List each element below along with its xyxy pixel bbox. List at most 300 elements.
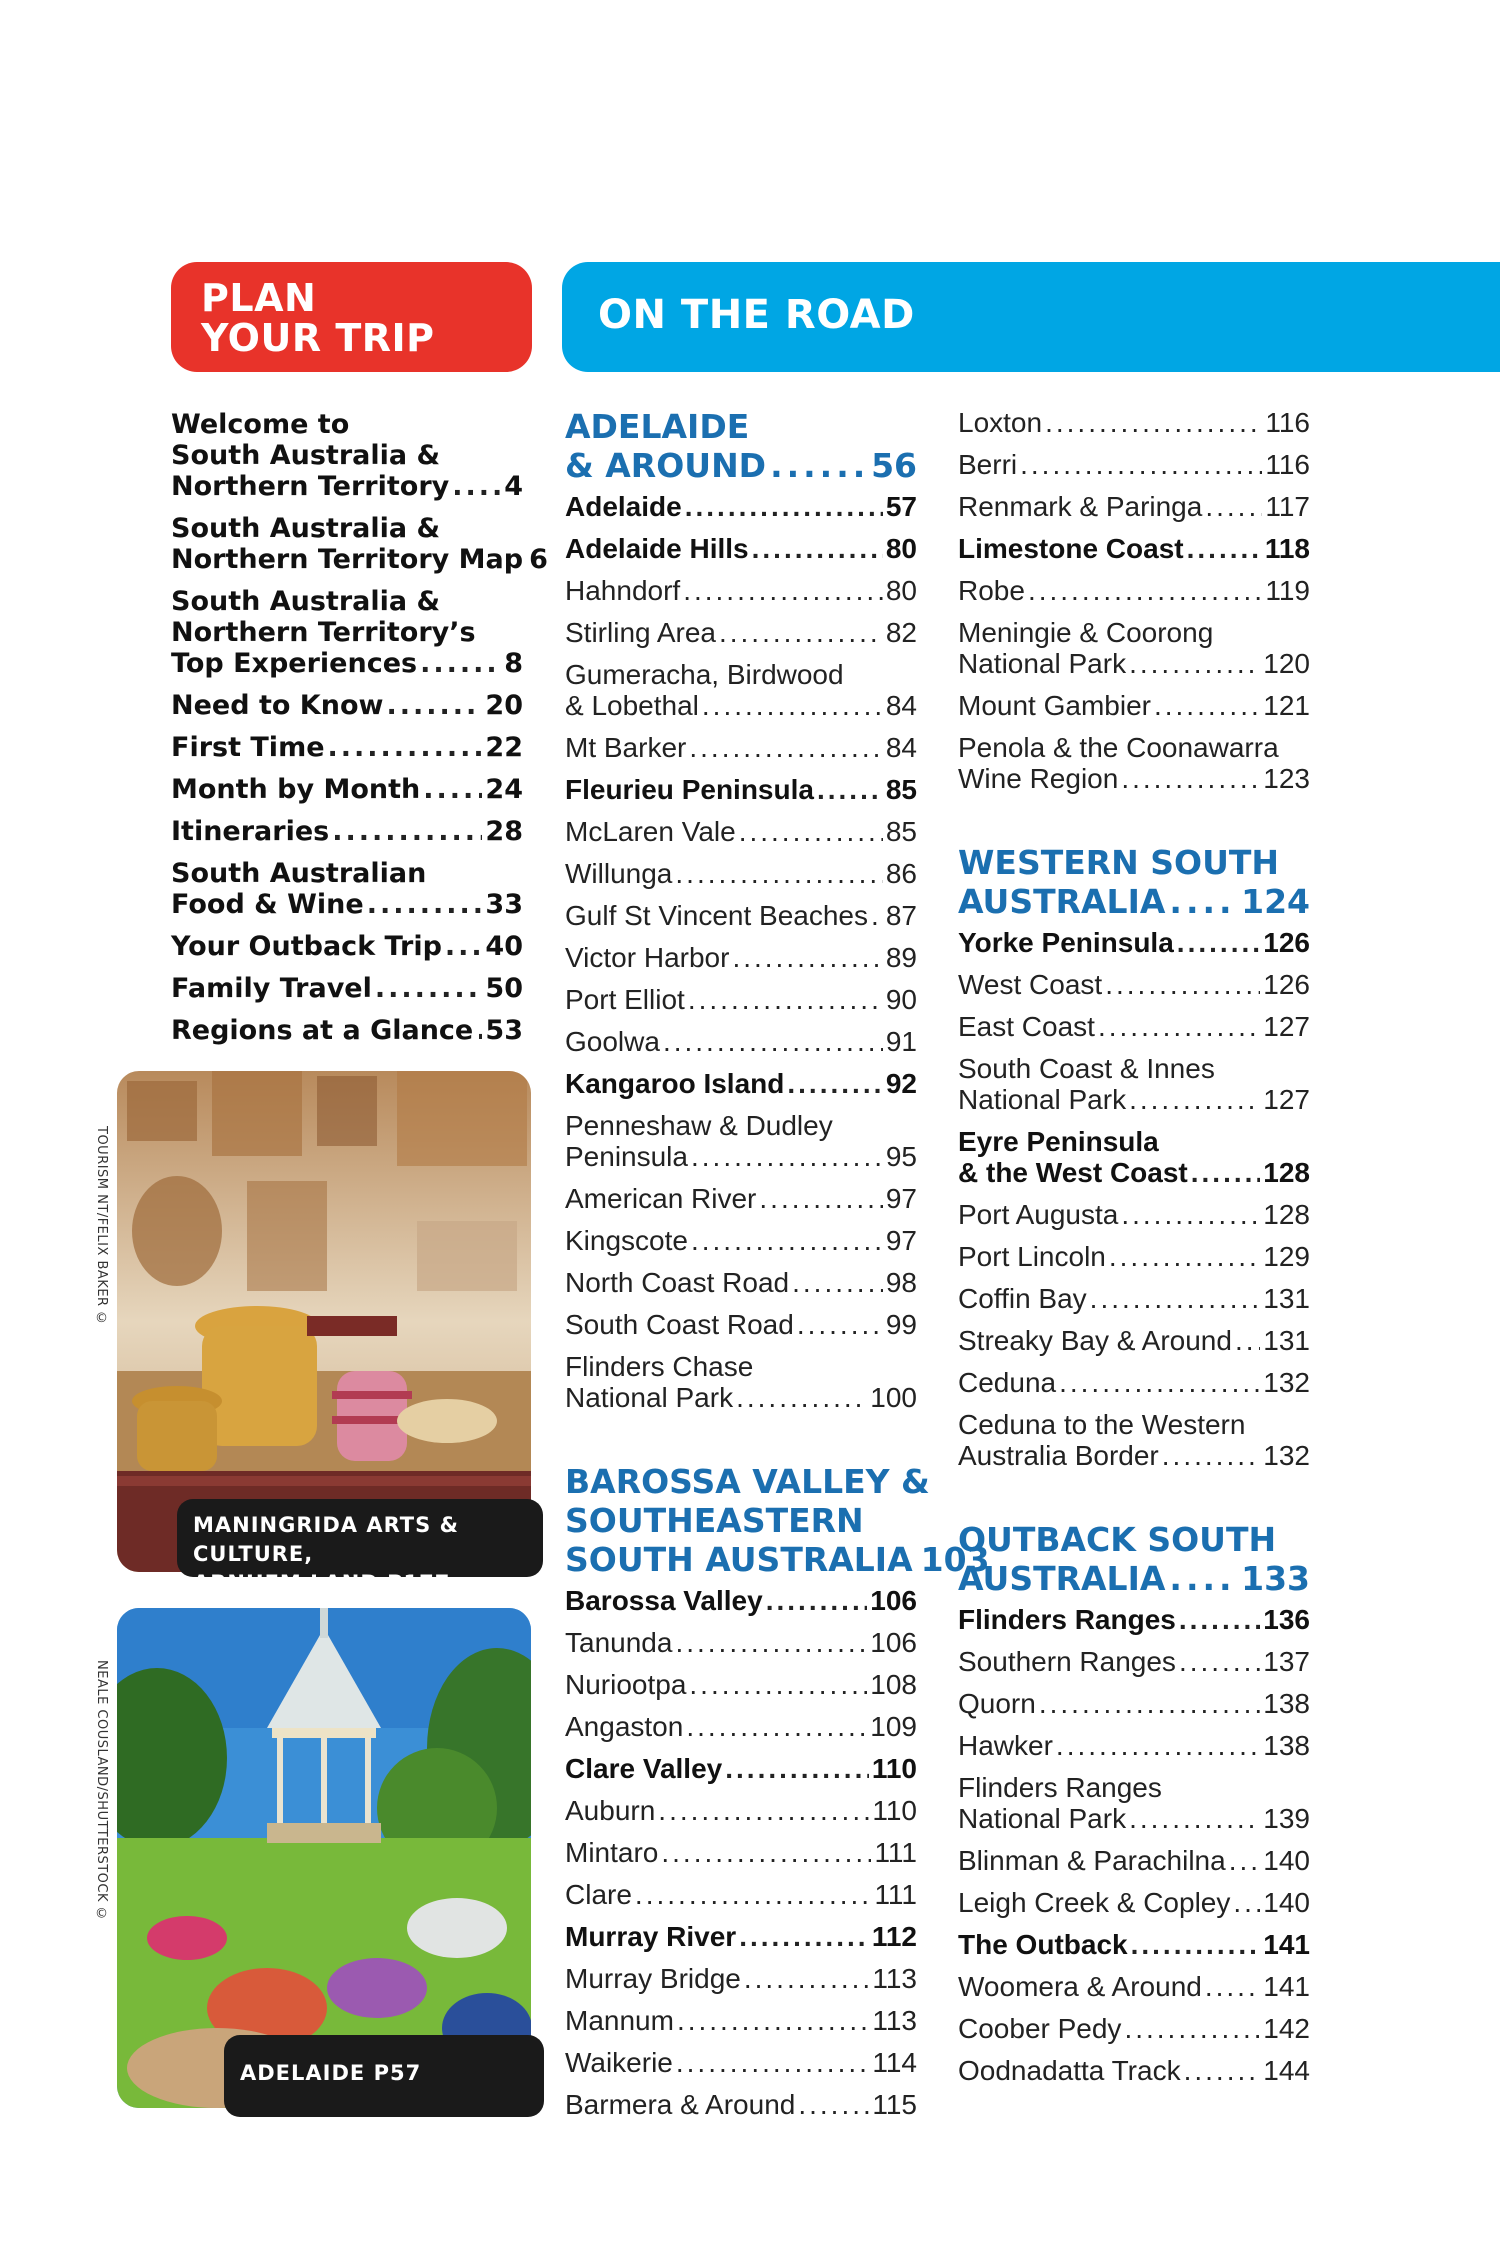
dot-leader xyxy=(744,1963,870,1994)
toc-entry-label: Gumeracha, Birdwood xyxy=(565,659,844,690)
toc-entry-label: South Australia & xyxy=(171,586,441,617)
toc-entry-east-coast[interactable] xyxy=(958,1011,1310,1042)
toc-entry-fleurieu-peninsula[interactable] xyxy=(565,774,917,805)
dot-leader xyxy=(1121,1199,1260,1230)
maningrida-arts-photo xyxy=(117,1071,531,1572)
toc-entry-label: South Coast Road xyxy=(565,1309,794,1340)
toc-entry-limestone-coast[interactable] xyxy=(958,533,1310,564)
toc-entry-label: South Coast & Innes xyxy=(958,1053,1215,1084)
toc-entry-flinders-chase-national-park[interactable] xyxy=(565,1351,917,1413)
dot-leader xyxy=(1124,2013,1260,2044)
toc-entry-kingscote[interactable] xyxy=(565,1225,917,1256)
toc-entry-label: Fleurieu Peninsula xyxy=(565,774,814,805)
toc-entry-american-river[interactable] xyxy=(565,1183,917,1214)
toc-entry-murray-bridge[interactable] xyxy=(565,1963,917,1994)
toc-page-number: 131 xyxy=(1263,1283,1310,1314)
toc-entry-blinman-parachilna[interactable] xyxy=(958,1845,1310,1876)
toc-page-number: 84 xyxy=(885,690,917,721)
toc-entry-kangaroo-island[interactable] xyxy=(565,1068,917,1099)
toc-page-number: 111 xyxy=(874,1837,917,1868)
toc-entry-regions-at-a-glance[interactable] xyxy=(171,1015,523,1046)
toc-page-number: 86 xyxy=(885,858,917,889)
dot-leader xyxy=(1129,1803,1260,1834)
dot-leader xyxy=(732,942,882,973)
toc-page-number: 113 xyxy=(872,1963,917,1994)
dot-leader xyxy=(739,1921,869,1952)
dot-leader xyxy=(367,889,483,920)
dot-leader xyxy=(423,774,482,805)
section-title-text: & AROUND xyxy=(565,446,767,485)
toc-entry-label: Murray Bridge xyxy=(565,1963,741,1994)
toc-entry-label: Barmera & Around xyxy=(565,2089,796,2120)
toc-page-number: 40 xyxy=(485,931,523,962)
toc-entry-label: Penola & the Coonawarra xyxy=(958,732,1279,763)
toc-entry-first-time[interactable] xyxy=(171,732,523,763)
maningrida-caption-line1: MANINGRIDA ARTS & CULTURE, xyxy=(193,1513,459,1566)
toc-entry-port-elliot[interactable] xyxy=(565,984,917,1015)
toc-page-number: 116 xyxy=(1265,449,1310,480)
section-title-adelaide-around[interactable] xyxy=(565,407,917,485)
toc-entry-coffin-bay[interactable] xyxy=(958,1283,1310,1314)
toc-page-number: 28 xyxy=(485,816,523,847)
dot-leader xyxy=(871,900,883,931)
toc-page-number: 24 xyxy=(485,774,523,805)
section-page-number: 56 xyxy=(871,446,917,485)
toc-page-number: 141 xyxy=(1263,1971,1310,2002)
toc-entry-label: Yorke Peninsula xyxy=(958,927,1174,958)
toc-entry-southern-ranges[interactable] xyxy=(958,1646,1310,1677)
toc-entry-label: Australia Border xyxy=(958,1440,1159,1471)
toc-entry-label: Mt Barker xyxy=(565,732,687,763)
toc-page-number: 82 xyxy=(885,617,917,648)
toc-entry-clare-valley[interactable] xyxy=(565,1753,917,1784)
toc-page-number: 137 xyxy=(1263,1646,1310,1677)
toc-entry-label: National Park xyxy=(958,648,1127,679)
dot-leader xyxy=(725,1753,869,1784)
toc-entry-label: Murray River xyxy=(565,1921,737,1952)
toc-entry-label: Flinders Chase xyxy=(565,1351,754,1382)
dot-leader xyxy=(661,1837,871,1868)
toc-entry-label: Flinders Ranges xyxy=(958,1604,1176,1635)
toc-page-number: 142 xyxy=(1263,2013,1310,2044)
toc-page-number: 33 xyxy=(485,889,523,920)
toc-entry-victor-harbor[interactable] xyxy=(565,942,917,973)
dot-leader xyxy=(1162,1440,1261,1471)
toc-entry-label: Quorn xyxy=(958,1688,1036,1719)
toc-page-number: 80 xyxy=(885,533,917,564)
dot-leader xyxy=(752,533,883,564)
toc-entry-adelaide-hills[interactable] xyxy=(565,533,917,564)
toc-entry-label: The Outback xyxy=(958,1929,1128,1960)
toc-entry-penneshaw-dudley-peninsula[interactable] xyxy=(565,1110,917,1172)
dot-leader xyxy=(1109,1241,1260,1272)
baskets-artwork-image xyxy=(117,1071,531,1572)
dot-leader xyxy=(689,1669,867,1700)
toc-page-number: 114 xyxy=(872,2047,917,2078)
toc-entry-willunga[interactable] xyxy=(565,858,917,889)
toc-entry-hawker[interactable] xyxy=(958,1730,1310,1761)
dot-leader xyxy=(1187,533,1262,564)
toc-entry-gulf-st-vincent-beaches[interactable] xyxy=(565,900,917,931)
toc-page-number: 99 xyxy=(885,1309,917,1340)
toc-page-number: 110 xyxy=(871,1753,917,1784)
toc-entry-nuriootpa[interactable] xyxy=(565,1669,917,1700)
dot-leader xyxy=(1045,407,1262,438)
toc-entry-label: Flinders Ranges xyxy=(958,1772,1162,1803)
dot-leader xyxy=(1205,1971,1260,2002)
toc-page-number: 140 xyxy=(1263,1845,1310,1876)
toc-page-number: 8 xyxy=(504,648,523,679)
dot-leader xyxy=(420,648,501,679)
toc-page-number: 132 xyxy=(1263,1440,1310,1471)
dot-leader xyxy=(1205,491,1262,522)
dot-leader xyxy=(702,690,883,721)
plan-header-line1: PLAN xyxy=(201,276,317,320)
toc-page-number: 85 xyxy=(885,774,917,805)
toc-entry-renmark-paringa[interactable] xyxy=(958,491,1310,522)
toc-entry-label: East Coast xyxy=(958,1011,1095,1042)
toc-entry-eyre-peninsula-the-west-coast[interactable] xyxy=(958,1126,1310,1188)
toc-entry-adelaide[interactable] xyxy=(565,491,917,522)
toc-page-number: 127 xyxy=(1263,1084,1310,1115)
toc-page-number: 20 xyxy=(485,690,523,721)
adelaide-photo xyxy=(117,1608,531,2108)
dot-leader xyxy=(686,1711,867,1742)
toc-page-number: 89 xyxy=(885,942,917,973)
dot-leader xyxy=(658,1795,869,1826)
toc-entry-barmera-around[interactable] xyxy=(565,2089,917,2120)
toc-entry-coober-pedy[interactable] xyxy=(958,2013,1310,2044)
toc-entry-angaston[interactable] xyxy=(565,1711,917,1742)
toc-entry-quorn[interactable] xyxy=(958,1688,1310,1719)
toc-entry-label: North Coast Road xyxy=(565,1267,790,1298)
toc-entry-mount-gambier[interactable] xyxy=(958,690,1310,721)
dot-leader xyxy=(635,1879,872,1910)
dot-leader xyxy=(1179,1646,1260,1677)
dot-leader xyxy=(766,1585,868,1616)
toc-entry-family-travel[interactable] xyxy=(171,973,523,1004)
adelaide-caption xyxy=(224,2035,544,2117)
toc-entry-label: Itineraries xyxy=(171,816,330,847)
on-the-road-column-2 xyxy=(958,407,1310,2097)
toc-page-number: 4 xyxy=(504,471,523,502)
toc-entry-label: Mannum xyxy=(565,2005,674,2036)
toc-entry-label: Renmark & Paringa xyxy=(958,491,1203,522)
dot-leader xyxy=(683,575,883,606)
toc-entry-label: Adelaide Hills xyxy=(565,533,749,564)
toc-entry-berri[interactable] xyxy=(958,449,1310,480)
toc-page-number: 110 xyxy=(872,1795,917,1826)
dot-leader xyxy=(1129,648,1260,679)
toc-page-number: 117 xyxy=(1265,491,1310,522)
toc-entry-label: Ceduna xyxy=(958,1367,1057,1398)
toc-page-number: 84 xyxy=(885,732,917,763)
toc-page-number: 97 xyxy=(885,1225,917,1256)
toc-entry-south-coast-road[interactable] xyxy=(565,1309,917,1340)
toc-entry-label: Hawker xyxy=(958,1730,1053,1761)
toc-entry-yorke-peninsula[interactable] xyxy=(958,927,1310,958)
dot-leader xyxy=(1169,882,1237,921)
toc-entry-label: Month by Month xyxy=(171,774,421,805)
toc-entry-label: Robe xyxy=(958,575,1025,606)
dot-leader xyxy=(452,471,501,502)
toc-entry-label: Goolwa xyxy=(565,1026,660,1057)
dot-leader xyxy=(1184,2055,1261,2086)
toc-entry-label: Kingscote xyxy=(565,1225,688,1256)
dot-leader xyxy=(1177,927,1260,958)
toc-page-number: 126 xyxy=(1263,969,1310,1000)
toc-entry-label: Barossa Valley xyxy=(565,1585,763,1616)
dot-leader xyxy=(386,690,482,721)
toc-entry-label: Clare xyxy=(565,1879,632,1910)
toc-entry-label: Northern Territory Map xyxy=(171,544,524,575)
toc-entry-flinders-ranges[interactable] xyxy=(958,1604,1310,1635)
toc-page-number: 121 xyxy=(1263,690,1310,721)
section-title-text: BAROSSA VALLEY & xyxy=(565,1462,930,1501)
toc-page-number: 116 xyxy=(1265,407,1310,438)
toc-entry-label: Blinman & Parachilna xyxy=(958,1845,1226,1876)
dot-leader xyxy=(817,774,883,805)
toc-entry-leigh-creek-copley[interactable] xyxy=(958,1887,1310,1918)
toc-entry-itineraries[interactable] xyxy=(171,816,523,847)
dot-leader xyxy=(1020,449,1262,480)
toc-entry-label: Coffin Bay xyxy=(958,1283,1087,1314)
dot-leader xyxy=(1039,1688,1260,1719)
dot-leader xyxy=(1131,1929,1261,1960)
dot-leader xyxy=(691,1141,883,1172)
dot-leader xyxy=(739,816,883,847)
toc-entry-label: Food & Wine xyxy=(171,889,364,920)
toc-entry-label: Port Augusta xyxy=(958,1199,1119,1230)
maningrida-caption-line2: ARNHEM LAND P177 xyxy=(193,1571,451,1595)
toc-entry-label: & Lobethal xyxy=(565,690,699,721)
toc-page-number: 6 xyxy=(529,544,548,575)
toc-page-number: 106 xyxy=(870,1585,917,1616)
toc-entry-label: Limestone Coast xyxy=(958,533,1184,564)
toc-entry-label: Welcome to xyxy=(171,409,350,440)
dot-leader xyxy=(798,2089,869,2120)
toc-page-number: 113 xyxy=(872,2005,917,2036)
toc-entry-label: Adelaide xyxy=(565,491,682,522)
toc-entry-label: National Park xyxy=(565,1382,734,1413)
toc-entry-meningie-coorong-national-park[interactable] xyxy=(958,617,1310,679)
toc-entry-label: Oodnadatta Track xyxy=(958,2055,1181,2086)
toc-page-number: 120 xyxy=(1263,648,1310,679)
toc-page-number: 131 xyxy=(1263,1325,1310,1356)
toc-entry-your-outback-trip[interactable] xyxy=(171,931,523,962)
toc-entry-mt-barker[interactable] xyxy=(565,732,917,763)
plan-your-trip-header xyxy=(171,262,532,372)
toc-entry-label: Stirling Area xyxy=(565,617,716,648)
toc-entry-west-coast[interactable] xyxy=(958,969,1310,1000)
toc-entry-label: Port Lincoln xyxy=(958,1241,1106,1272)
section-title-text: ADELAIDE xyxy=(565,407,750,446)
toc-page-number: 50 xyxy=(485,973,523,1004)
dot-leader xyxy=(792,1267,883,1298)
section-title-text: OUTBACK SOUTH xyxy=(958,1520,1277,1559)
toc-entry-label: Meningie & Coorong xyxy=(958,617,1214,648)
dot-leader xyxy=(787,1068,882,1099)
toc-entry-label: South Australia & xyxy=(171,513,441,544)
toc-entry-label: Leigh Creek & Copley xyxy=(958,1887,1231,1918)
toc-entry-label: Northern Territory xyxy=(171,471,450,502)
on-the-road-header xyxy=(562,262,1500,372)
toc-entry-stirling-area[interactable] xyxy=(565,617,917,648)
toc-page-number: 115 xyxy=(872,2089,917,2120)
toc-page-number: 108 xyxy=(870,1669,917,1700)
toc-entry-welcome-to-south-australia-northern-territory[interactable] xyxy=(171,409,523,502)
toc-entry-oodnadatta-track[interactable] xyxy=(958,2055,1310,2086)
dot-leader xyxy=(375,973,483,1004)
toc-entry-label: & the West Coast xyxy=(958,1157,1188,1188)
section-title-outback-south-australia[interactable] xyxy=(958,1520,1310,1598)
toc-page-number: 91 xyxy=(885,1026,917,1057)
toc-page-number: 53 xyxy=(485,1015,523,1046)
toc-entry-hahndorf[interactable] xyxy=(565,575,917,606)
toc-entry-south-coast-innes-national-park[interactable] xyxy=(958,1053,1310,1115)
toc-entry-mannum[interactable] xyxy=(565,2005,917,2036)
toc-entry-murray-river[interactable] xyxy=(565,1921,917,1952)
toc-entry-clare[interactable] xyxy=(565,1879,917,1910)
section-title-barossa-valley-southeastern-south-australia[interactable] xyxy=(565,1462,990,1579)
section-page-number: 124 xyxy=(1241,882,1310,921)
dot-leader xyxy=(1233,1887,1260,1918)
dot-leader xyxy=(445,931,483,962)
toc-page-number: 138 xyxy=(1263,1730,1310,1761)
section-page-number: 103 xyxy=(920,1540,990,1579)
dot-leader xyxy=(1129,1084,1260,1115)
toc-entry-label: Ceduna to the Western xyxy=(958,1409,1246,1440)
dot-leader xyxy=(689,732,882,763)
toc-page-number: 138 xyxy=(1263,1688,1310,1719)
dot-leader xyxy=(1229,1845,1261,1876)
toc-entry-north-coast-road[interactable] xyxy=(565,1267,917,1298)
toc-entry-label: Kangaroo Island xyxy=(565,1068,785,1099)
toc-entry-label: South Australian xyxy=(171,858,427,889)
toc-entry-loxton[interactable] xyxy=(958,407,1310,438)
toc-entry-south-australia-northern-territory-s-top-experiences[interactable] xyxy=(171,586,523,679)
dot-leader xyxy=(736,1382,867,1413)
dot-leader xyxy=(1121,763,1260,794)
toc-entry-woomera-around[interactable] xyxy=(958,1971,1310,2002)
maningrida-caption xyxy=(177,1499,543,1595)
toc-page-number: 100 xyxy=(870,1382,917,1413)
section-title-text: AUSTRALIA xyxy=(958,882,1166,921)
toc-page-number: 80 xyxy=(885,575,917,606)
toc-entry-label: Penneshaw & Dudley xyxy=(565,1110,833,1141)
dot-leader xyxy=(1169,1559,1237,1598)
toc-entry-label: Port Elliot xyxy=(565,984,685,1015)
toc-entry-label: Family Travel xyxy=(171,973,372,1004)
toc-page-number: 118 xyxy=(1264,533,1310,564)
section-title-text: AUSTRALIA xyxy=(958,1559,1166,1598)
toc-entry-label: Nuriootpa xyxy=(565,1669,687,1700)
toc-page-number: 112 xyxy=(871,1921,917,1952)
toc-entry-mclaren-vale[interactable] xyxy=(565,816,917,847)
dot-leader xyxy=(1179,1604,1260,1635)
toc-entry-label: Woomera & Around xyxy=(958,1971,1202,2002)
dot-leader xyxy=(1056,1730,1260,1761)
toc-entry-south-australia-northern-territory-map[interactable] xyxy=(171,513,548,575)
toc-page-number: 85 xyxy=(885,816,917,847)
dot-leader xyxy=(797,1309,883,1340)
dot-leader xyxy=(1154,690,1260,721)
toc-entry-label: South Australia & xyxy=(171,440,441,471)
toc-page-number: 141 xyxy=(1263,1929,1310,1960)
toc-entry-goolwa[interactable] xyxy=(565,1026,917,1057)
toc-entry-port-augusta[interactable] xyxy=(958,1199,1310,1230)
toc-entry-waikerie[interactable] xyxy=(565,2047,917,2078)
toc-entry-label: Loxton xyxy=(958,407,1043,438)
dot-leader xyxy=(685,491,883,522)
toc-entry-label: Angaston xyxy=(565,1711,684,1742)
toc-entry-gumeracha-birdwood-lobethal[interactable] xyxy=(565,659,917,721)
toc-entry-tanunda[interactable] xyxy=(565,1627,917,1658)
section-title-text: SOUTH AUSTRALIA xyxy=(565,1540,913,1579)
dot-leader xyxy=(1191,1157,1261,1188)
dot-leader xyxy=(1105,969,1260,1000)
toc-entry-label: Streaky Bay & Around xyxy=(958,1325,1232,1356)
dot-leader xyxy=(677,2005,869,2036)
toc-entry-label: Coober Pedy xyxy=(958,2013,1122,2044)
toc-entry-port-lincoln[interactable] xyxy=(958,1241,1310,1272)
toc-entry-ceduna-to-the-western-australia-border[interactable] xyxy=(958,1409,1310,1471)
toc-page-number: 92 xyxy=(885,1068,917,1099)
toc-page-number: 97 xyxy=(885,1183,917,1214)
toc-entry-ceduna[interactable] xyxy=(958,1367,1310,1398)
toc-entry-south-australian-food-wine[interactable] xyxy=(171,858,523,920)
toc-entry-mintaro[interactable] xyxy=(565,1837,917,1868)
toc-entry-penola-the-coonawarra-wine-region[interactable] xyxy=(958,732,1310,794)
toc-page-number: 106 xyxy=(870,1627,917,1658)
dot-leader xyxy=(1059,1367,1260,1398)
toc-entry-label: Wine Region xyxy=(958,763,1119,794)
toc-entry-barossa-valley[interactable] xyxy=(565,1585,917,1616)
photo-credit-1: TOURISM NT/FELIX BAKER © xyxy=(94,1126,109,1327)
toc-entry-label: National Park xyxy=(958,1803,1127,1834)
toc-entry-label: Victor Harbor xyxy=(565,942,730,973)
toc-entry-auburn[interactable] xyxy=(565,1795,917,1826)
toc-entry-month-by-month[interactable] xyxy=(171,774,523,805)
toc-entry-label: Your Outback Trip xyxy=(171,931,442,962)
toc-entry-streaky-bay-around[interactable] xyxy=(958,1325,1310,1356)
dot-leader xyxy=(759,1183,882,1214)
dot-leader xyxy=(332,816,482,847)
toc-entry-label: Top Experiences xyxy=(171,648,418,679)
section-page-number: 133 xyxy=(1241,1559,1310,1598)
toc-entry-label: Regions at a Glance xyxy=(171,1015,474,1046)
adelaide-caption-line1: ADELAIDE P57 xyxy=(240,2061,422,2085)
toc-entry-the-outback[interactable] xyxy=(958,1929,1310,1960)
toc-page-number: 144 xyxy=(1263,2055,1310,2086)
toc-entry-label: Southern Ranges xyxy=(958,1646,1176,1677)
toc-entry-label: American River xyxy=(565,1183,757,1214)
toc-page-number: 22 xyxy=(485,732,523,763)
section-title-text: SOUTHEASTERN xyxy=(565,1501,864,1540)
dot-leader xyxy=(1090,1283,1261,1314)
toc-entry-need-to-know[interactable] xyxy=(171,690,523,721)
dot-leader xyxy=(1028,575,1262,606)
toc-entry-robe[interactable] xyxy=(958,575,1310,606)
plan-header-line2: YOUR TRIP xyxy=(201,316,435,360)
toc-entry-label: Mintaro xyxy=(565,1837,659,1868)
toc-page-number: 87 xyxy=(885,900,917,931)
toc-entry-label: Waikerie xyxy=(565,2047,673,2078)
toc-entry-flinders-ranges-national-park[interactable] xyxy=(958,1772,1310,1834)
section-title-western-south-australia[interactable] xyxy=(958,843,1310,921)
toc-entry-label: Hahndorf xyxy=(565,575,681,606)
toc-entry-label: First Time xyxy=(171,732,325,763)
